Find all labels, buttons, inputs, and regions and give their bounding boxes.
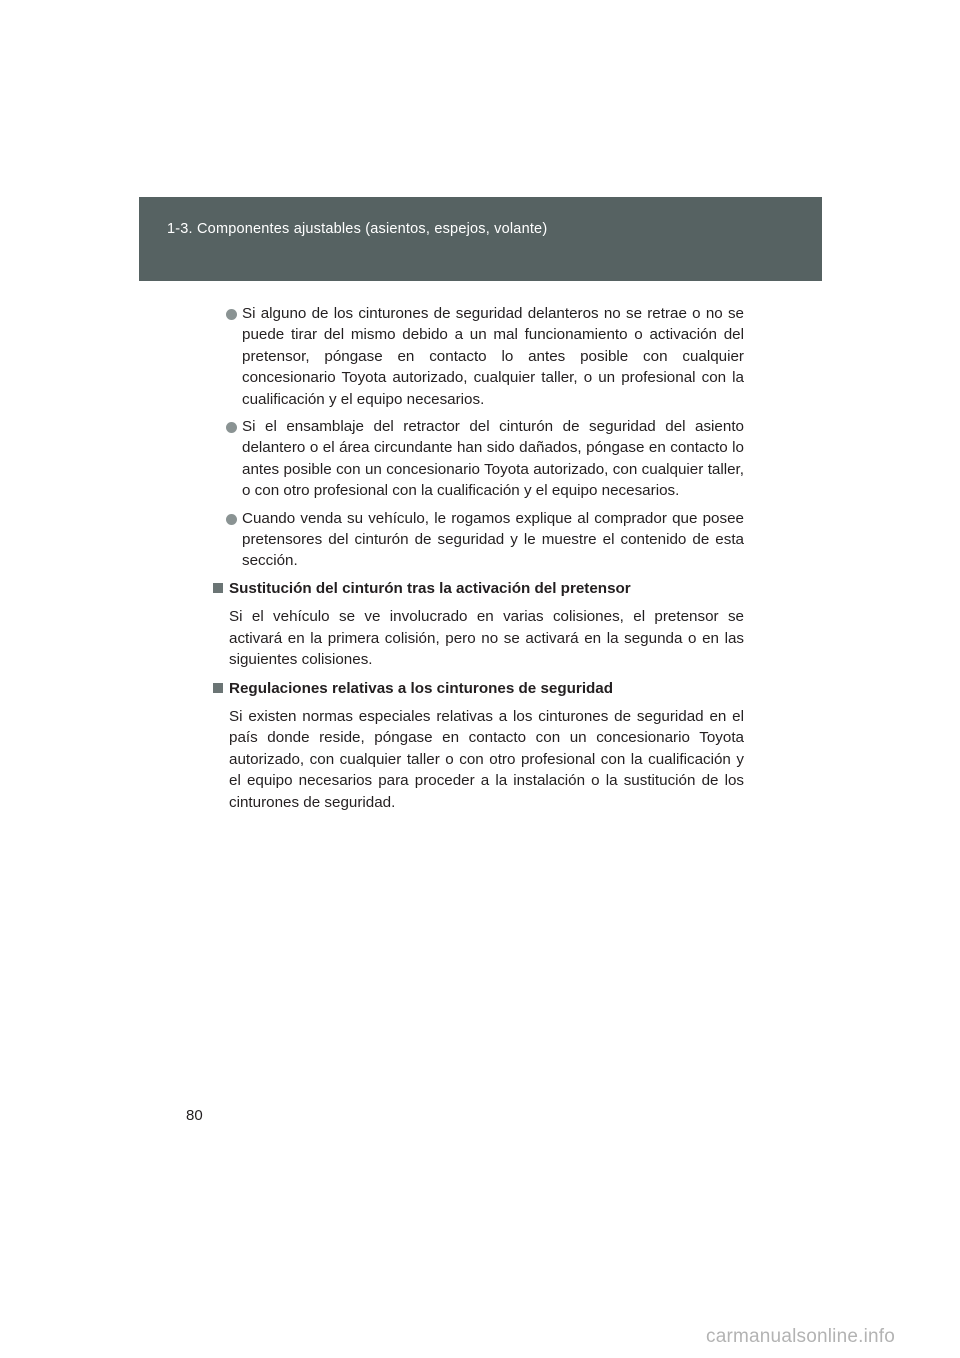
bullet-dot-icon bbox=[226, 422, 237, 433]
bullet-item bbox=[213, 508, 744, 572]
square-bullet-icon bbox=[213, 683, 223, 693]
section-heading-text: Regulaciones relativas a los cinturones de seguridad bbox=[229, 679, 614, 697]
section-heading bbox=[213, 678, 744, 699]
page-number: 80 bbox=[186, 1107, 203, 1124]
bullet-dot-icon bbox=[226, 309, 237, 320]
section-body: Si existen normas especiales relativas a los cinturones de seguridad en el país donde reside, póngase en contacto con un concesionario Toyota autorizado, con cualquier taller o con otro profesional con la cualificación y el equipo necesarios para proceder a la instalación o la sustitución de los cinturones de seguridad. bbox=[229, 707, 744, 811]
section-header-band bbox=[139, 197, 822, 281]
section-regulations bbox=[213, 678, 744, 813]
bullet-text: Si el ensamblaje del retractor del cinturón de seguridad del asiento delantero o el área circundante han sido dañados, póngase en contacto lo antes posible con un concesionario Toyota autorizado, con cualquier taller, o con otro profesional con la cualificación y el equipo necesarios. bbox=[242, 418, 744, 500]
bullet-text: Si alguno de los cinturones de seguridad delanteros no se retrae o no se puede tirar del mismo debido a un mal funcionamiento o activación del pretensor, póngase en contacto lo antes posible con cualquier concesionario Toyota autorizado, cualquier taller, o un profesional con la cualificación y el equipo necesarios. bbox=[242, 305, 744, 408]
bullet-item bbox=[213, 303, 744, 410]
watermark: carmanualsonline.info bbox=[706, 1326, 896, 1347]
square-bullet-icon bbox=[213, 583, 223, 593]
page-content bbox=[213, 303, 744, 820]
bullet-text: Cuando venda su vehículo, le rogamos explique al comprador que posee pretensores del cinturón de seguridad y le muestre el contenido de esta sección. bbox=[242, 509, 744, 570]
bullet-dot-icon bbox=[226, 514, 237, 525]
section-body: Si el vehículo se ve involucrado en varias colisiones, el pretensor se activará en la primera colisión, pero no se activará en la segunda o en las siguientes colisiones. bbox=[229, 608, 744, 669]
bullet-item bbox=[213, 416, 744, 502]
section-replacement bbox=[213, 578, 744, 671]
section-heading-text: Sustitución del cinturón tras la activación del pretensor bbox=[229, 579, 631, 597]
section-title: 1-3. Componentes ajustables (asientos, espejos, volante) bbox=[167, 221, 548, 237]
section-heading bbox=[213, 578, 744, 599]
